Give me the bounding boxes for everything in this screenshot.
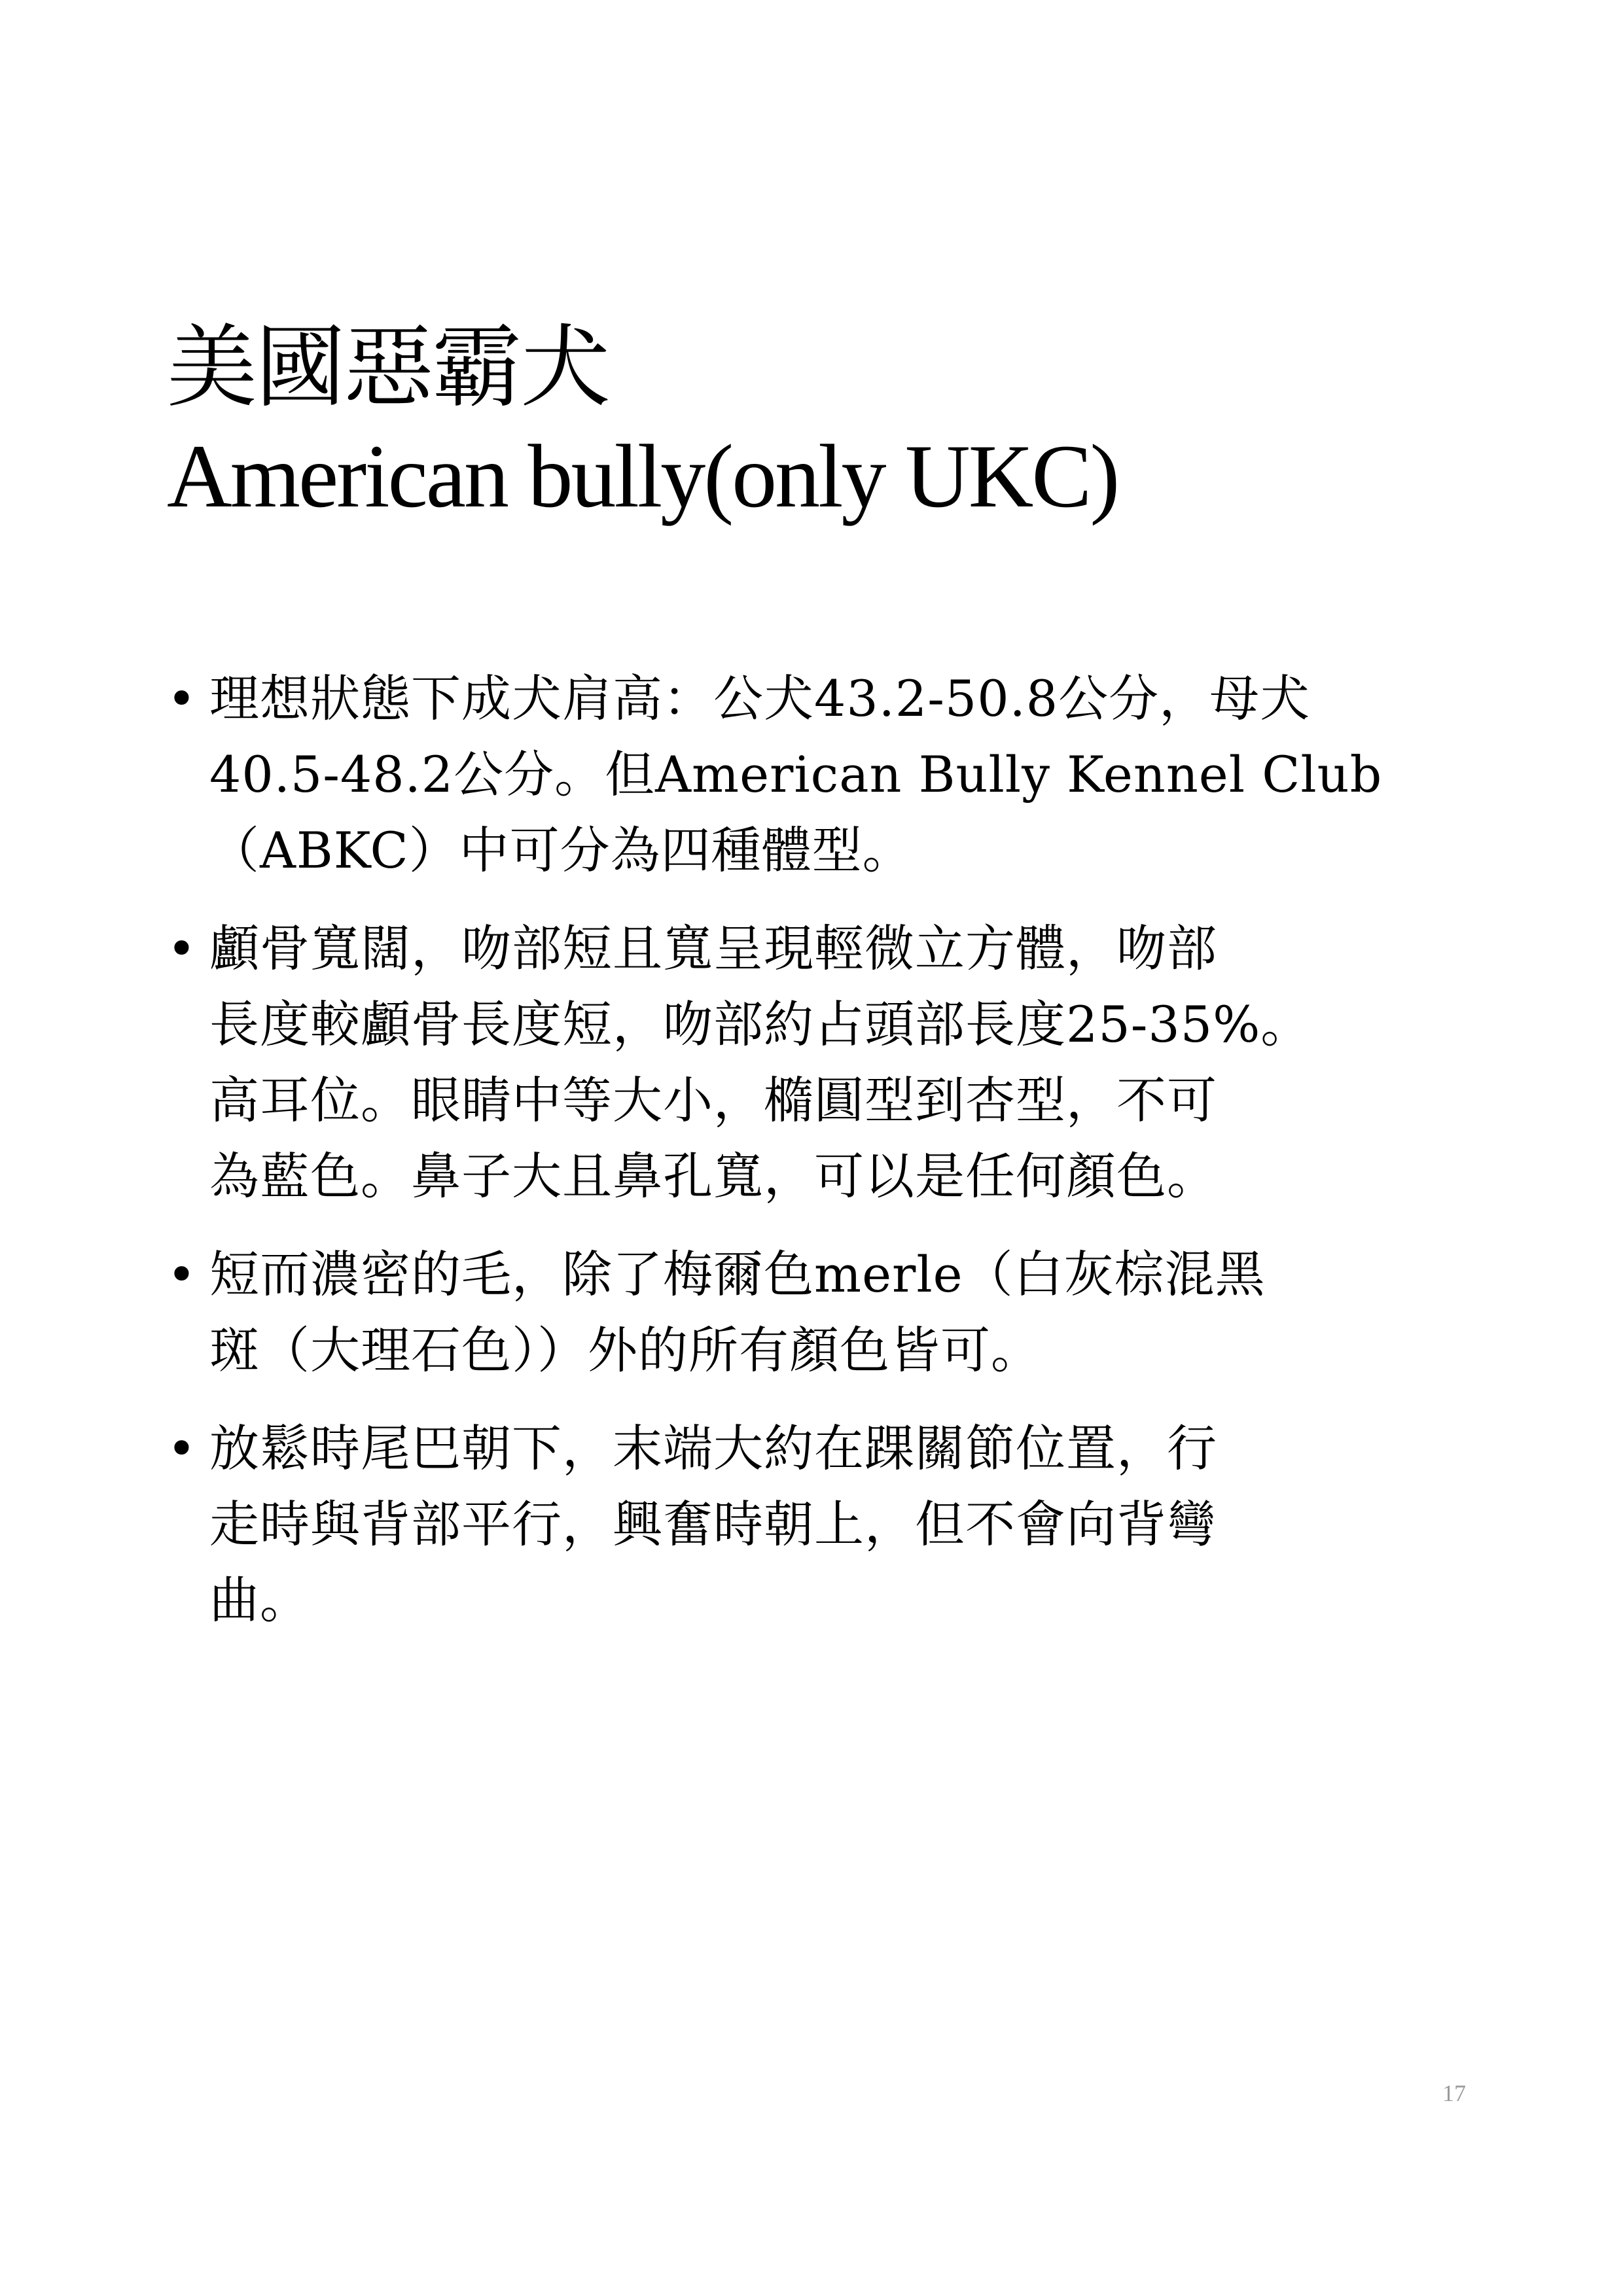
list-item-line: 為藍色。鼻子大且鼻孔寬，可以是任何顏色。: [209, 1147, 1217, 1205]
list-item-line: 顱骨寬闊，吻部短且寬呈現輕微立方體，吻部: [209, 919, 1217, 978]
list-item-line: （ABKC）中可分為四種體型。: [209, 821, 913, 879]
page-number: 17: [1442, 2080, 1466, 2106]
list-item-line: 曲。: [209, 1571, 310, 1629]
list-item-line: 理想狀態下成犬肩高：公犬43.2-50.8公分，母犬: [209, 669, 1311, 728]
list-item-line: 短而濃密的毛，除了梅爾色merle（白灰棕混黑: [209, 1245, 1266, 1303]
list-item-line: 高耳位。眼睛中等大小，橢圓型到杏型，不可: [209, 1071, 1217, 1129]
page-title: [167, 314, 1476, 530]
list-item-line: 走時與背部平行，興奮時朝上，但不會向背彎: [209, 1495, 1217, 1553]
list-item-tail: [167, 1411, 1482, 1638]
bullet-dot-icon: •: [167, 919, 196, 978]
list-item-line: 斑（大理石色））外的所有顏色皆可。: [209, 1321, 1041, 1379]
list-item-line: 40.5-48.2公分。但American Bully Kennel Club: [209, 745, 1383, 804]
list-item-line: 長度較顱骨長度短，吻部約占頭部長度25-35%。: [209, 995, 1311, 1053]
bullet-dot-icon: •: [167, 1245, 196, 1303]
list-item-height: [167, 661, 1482, 889]
list-item-coat: [167, 1237, 1482, 1388]
bullet-dot-icon: •: [167, 1419, 196, 1477]
bullet-list: [167, 661, 1482, 1661]
title-chinese: 美國惡霸犬: [167, 318, 609, 418]
bullet-dot-icon: •: [167, 669, 196, 728]
list-item-line: 放鬆時尾巴朝下，末端大約在踝關節位置，行: [209, 1419, 1217, 1477]
list-item-head: [167, 911, 1482, 1214]
title-english: American bully(only UKC): [167, 426, 1118, 526]
